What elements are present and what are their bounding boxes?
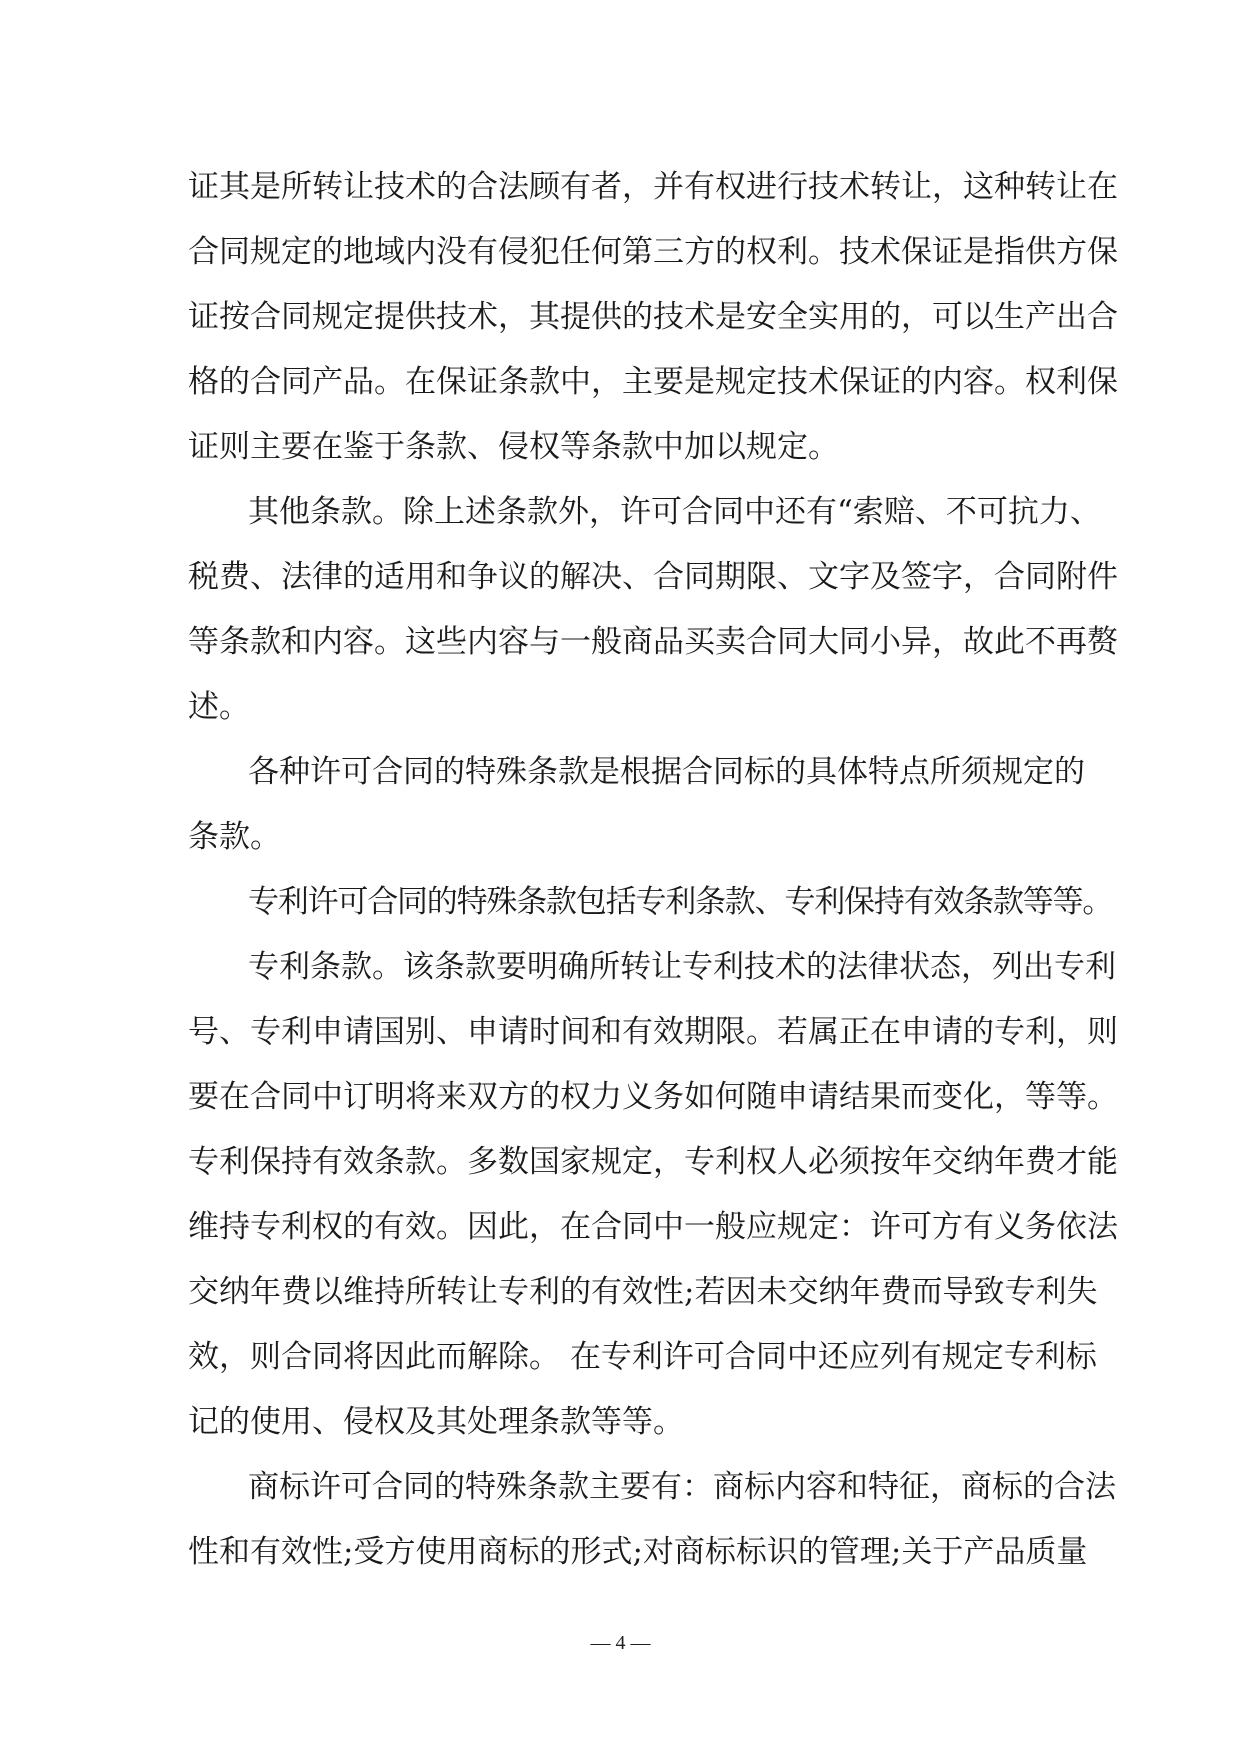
text-line: 述。 (188, 689, 250, 725)
text-line: 性和有效性;受方使用商标的形式;对商标标识的管理;关于产品质量 (188, 1534, 1088, 1570)
text-line: 证按合同规定提供技术，其提供的技术是安全实用的，可以生产出合 (188, 299, 1118, 335)
text-line: 维持专利权的有效。因此，在合同中一般应规定：许可方有义务依法 (188, 1209, 1118, 1245)
text-line: 税费、法律的适用和争议的解决、合同期限、文字及签字，合同附件 (188, 559, 1118, 595)
text-line: 证则主要在鉴于条款、侵权等条款中加以规定。 (188, 429, 839, 465)
paragraph-first-line: 其他条款。除上述条款外，许可合同中还有“索赔、不可抗力、 (248, 494, 1101, 530)
paragraph-first-line: 专利条款。该条款要明确所转让专利技术的法律状态，列出专利 (248, 949, 1116, 985)
paragraph-first-line: 各种许可合同的特殊条款是根据合同标的具体特点所须规定的 (248, 754, 1085, 790)
text-line: 条款。 (188, 819, 281, 855)
body-text (188, 155, 1118, 1585)
text-line: 格的合同产品。在保证条款中，主要是规定技术保证的内容。权利保 (188, 364, 1118, 400)
text-line: 交纳年费以维持所转让专利的有效性;若因未交纳年费而导致专利失 (188, 1274, 1098, 1310)
text-line: 等条款和内容。这些内容与一般商品买卖合同大同小异，故此不再赘 (188, 624, 1118, 660)
text-line: 记的使用、侵权及其处理条款等等。 (188, 1404, 684, 1440)
text-line: 证其是所转让技术的合法顾有者，并有权进行技术转让，这种转让在 (188, 169, 1118, 205)
page-number: — 4 — (590, 1632, 651, 1654)
paragraph-first-line: 商标许可合同的特殊条款主要有：商标内容和特征，商标的合法 (248, 1469, 1116, 1505)
text-line: 专利保持有效条款。多数国家规定，专利权人必须按年交纳年费才能 (188, 1144, 1118, 1180)
text-line: 要在合同中订明将来双方的权力义务如何随申请结果而变化，等等。 (188, 1079, 1118, 1115)
paragraph-first-line: 专利许可合同的特殊条款包括专利条款、专利保持有效条款等等。 (248, 884, 1113, 920)
text-line: 效，则合同将因此而解除。 在专利许可合同中还应列有规定专利标 (188, 1339, 1097, 1375)
text-line: 号、专利申请国别、申请时间和有效期限。若属正在申请的专利，则 (188, 1014, 1118, 1050)
text-line: 合同规定的地域内没有侵犯任何第三方的权利。技术保证是指供方保 (188, 234, 1118, 270)
